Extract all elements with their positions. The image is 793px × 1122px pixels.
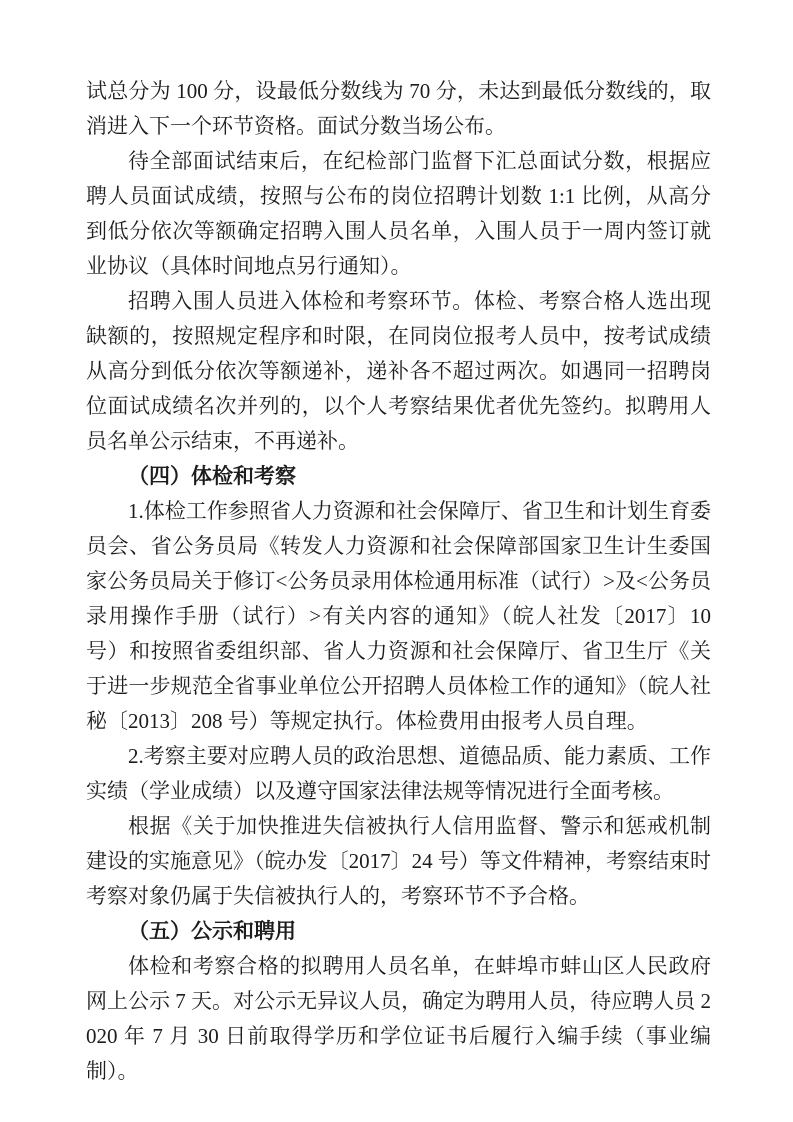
paragraph: 待全部面试结束后，在纪检部门监督下汇总面试分数，根据应聘人员面试成绩，按照与公布的岗位招聘计划数 1:1 比例，从高分到低分依次等额确定招聘入围人员名单，入围人员于一周内签订就业协议（具体时间地点另行通知）。 (86, 149, 711, 278)
paragraph: 试总分为 100 分，设最低分数线为 70 分，未达到最低分数线的，取消进入下一个环节资格。面试分数当场公布。 (86, 79, 711, 138)
paragraph: 招聘入围人员进入体检和考察环节。体检、考察合格人选出现缺额的，按照规定程序和时限，在同岗位报考人员中，按考试成绩从高分到低分依次等额递补，递补各不超过两次。如遇同一招聘岗位面试成绩名次并列的，以个人考察结果优者优先签约。拟聘用人员名单公示结束，不再递补。 (86, 289, 711, 453)
paragraph: 2.考察主要对应聘人员的政治思想、道德品质、能力素质、工作实绩（学业成绩）以及遵守国家法律法规等情况进行全面考核。 (86, 744, 711, 803)
document-body (86, 74, 711, 1089)
section-heading: （五）公示和聘用 (128, 919, 296, 943)
paragraph: 根据《关于加快推进失信被执行人信用监督、警示和惩戒机制建设的实施意见》（皖办发〔2017〕24 号）等文件精神，考察结束时考察对象仍属于失信被执行人的，考察环节不予合格。 (86, 814, 711, 908)
section-heading: （四）体检和考察 (128, 464, 296, 488)
paragraph: 1.体检工作参照省人力资源和社会保障厅、省卫生和计划生育委员会、省公务员局《转发人力资源和社会保障部国家卫生计生委国家公务员局关于修订<公务员录用体检通用标准（试行）>及<公务员录用操作手册（试行）>有关内容的通知》（皖人社发〔2017〕10 号）和按照省委组织部、省人力资源和社会保障厅、省卫生厅《关于进一步规范全省事业单位公开招聘人员体检工作的通知》（皖人社秘〔2013〕208 号）等规定执行。体检费用由报考人员自理。 (86, 499, 711, 733)
paragraph: 体检和考察合格的拟聘用人员名单，在蚌埠市蚌山区人民政府网上公示 7 天。对公示无异议人员，确定为聘用人员，待应聘人员 2020 年 7 月 30 日前取得学历和学位证书后履行入编手续（事业编制）。 (86, 954, 711, 1083)
